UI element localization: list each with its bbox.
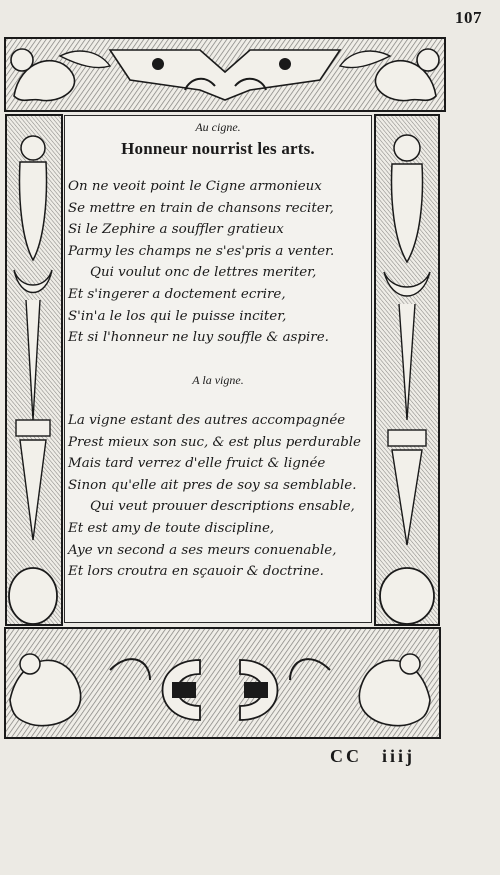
right-ornament-column: [375, 115, 439, 625]
verse-line: S'in'a le los qui le puisse inciter,: [68, 308, 287, 324]
verse-line: Et si l'honneur ne luy souffle & aspire.: [68, 330, 329, 346]
signature-letters: CC: [330, 746, 362, 766]
verse-line: Et est amy de toute discipline,: [68, 520, 275, 536]
verse-line: Parmy les champs ne s'es'pris a venter.: [68, 243, 335, 259]
left-ornament-column: [6, 115, 62, 625]
signature-mark: [330, 746, 415, 767]
poem2-stanza: [68, 410, 368, 583]
verse-line: Et lors croutra en sçauoir & doctrine.: [68, 564, 324, 580]
verse-line: Prest mieux son suc, & est plus perdurable: [68, 434, 361, 450]
poem2-title: A la vigne.: [192, 373, 244, 387]
verse-line: Sinon qu'elle ait pres de soy sa semblable.: [68, 477, 357, 493]
signature-numeral: iiij: [382, 746, 415, 766]
verse-line: Aye vn second a ses meurs conuenable,: [68, 542, 337, 558]
poem1-subtitle: Au cigne.: [195, 120, 241, 134]
verse-line: Se mettre en train de chansons reciter,: [68, 200, 334, 216]
bottom-ornament-band: [5, 628, 440, 738]
top-ornament-band: [5, 38, 445, 111]
verse-line: On ne veoit point le Cigne armonieux: [68, 179, 322, 194]
poem1-stanza: [68, 176, 368, 349]
verse-line: La vigne estant des autres accompagnée: [68, 413, 346, 428]
verse-line: Si le Zephire a souffler gratieux: [68, 222, 284, 238]
verse-line: Qui veut prouuer descriptions ensable,: [90, 499, 355, 515]
verse-line: Mais tard verrez d'elle fruict & lignée: [68, 456, 326, 472]
verse-line: Qui voulut onc de lettres meriter,: [90, 265, 317, 281]
page-number: 107: [455, 8, 482, 27]
verse-line: Et s'ingerer a doctement ecrire,: [68, 286, 286, 302]
poem1-title: Honneur nourrist les arts.: [121, 139, 315, 158]
